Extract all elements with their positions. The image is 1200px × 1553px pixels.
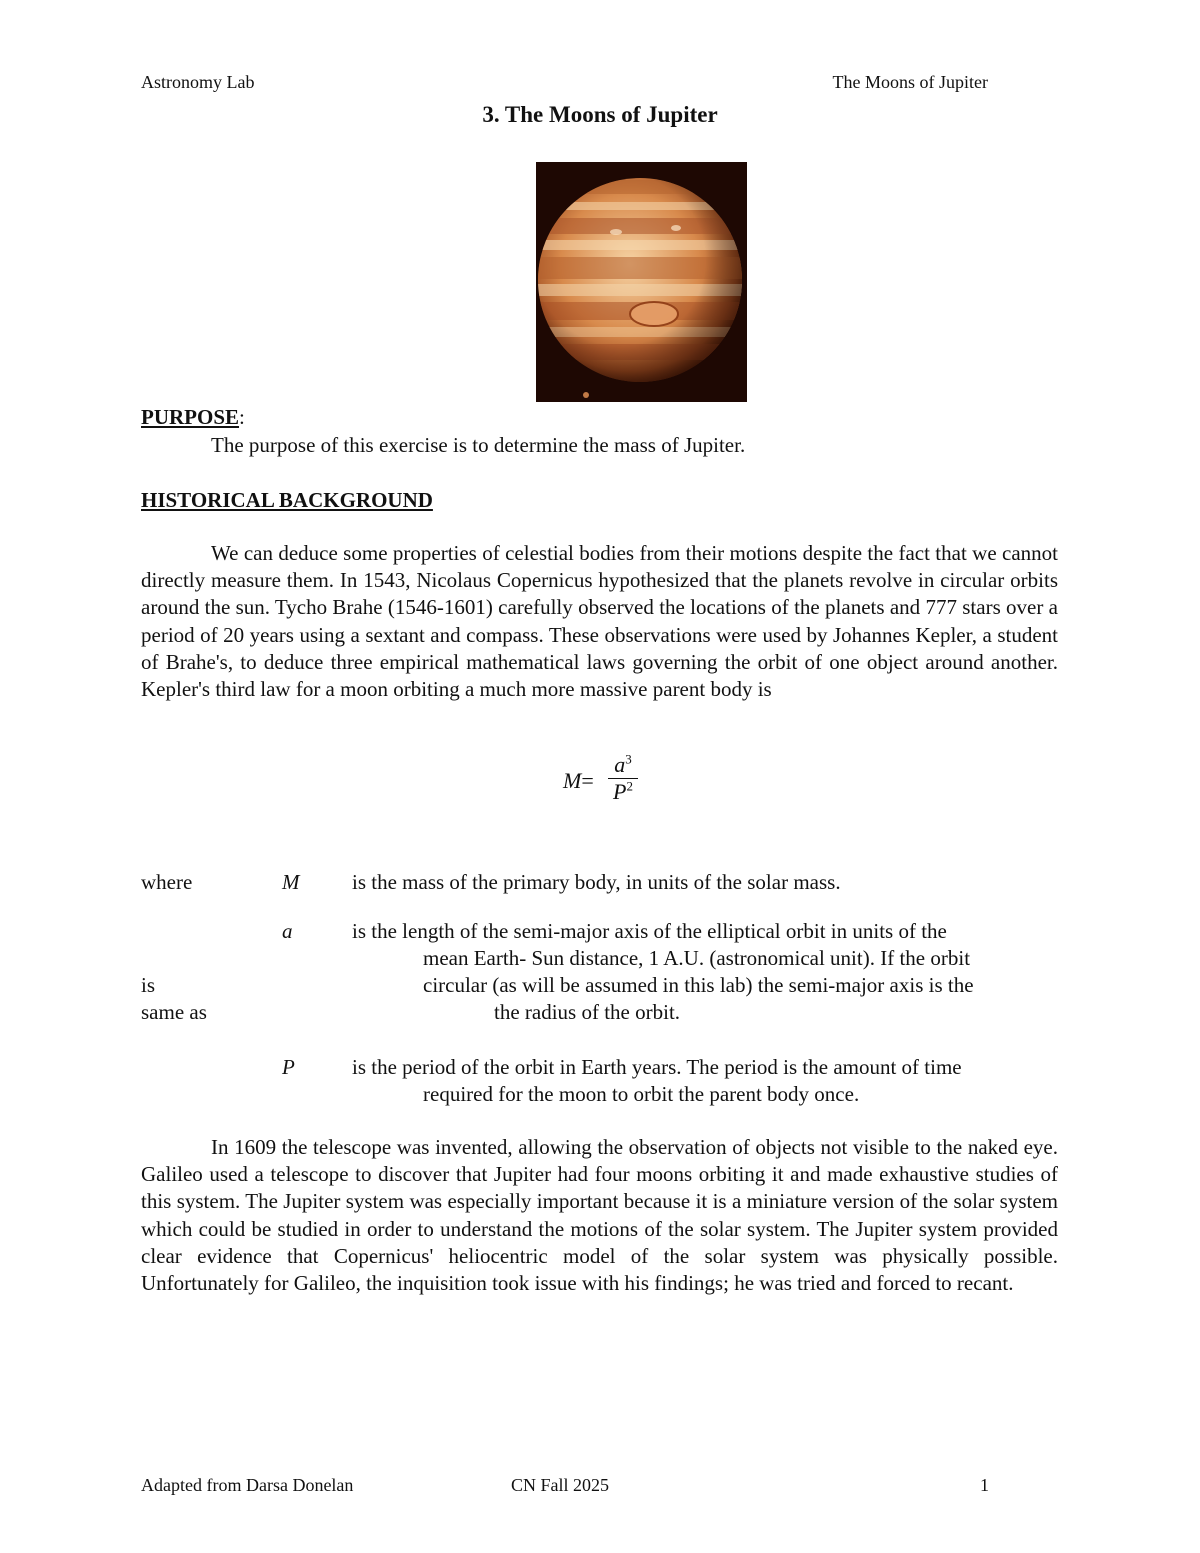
formula-P-exponent: 2 bbox=[626, 778, 633, 794]
definition-a-line-1: is the length of the semi-major axis of the elliptical orbit in units of the bbox=[352, 919, 947, 943]
formula-M: M bbox=[563, 768, 582, 793]
header-topic: The Moons of Jupiter bbox=[832, 72, 988, 92]
formula-numerator bbox=[607, 752, 639, 778]
formula-fraction bbox=[607, 752, 639, 805]
formula-a-exponent: 3 bbox=[625, 751, 632, 767]
symbol-a: a bbox=[282, 919, 293, 943]
header-course: Astronomy Lab bbox=[141, 72, 255, 92]
definition-a-is: is bbox=[141, 973, 156, 997]
background-paragraph-2 bbox=[141, 1134, 1058, 1297]
formula-a: a bbox=[614, 752, 626, 777]
footer-page-number: 1 bbox=[980, 1475, 989, 1495]
symbol-M: M bbox=[282, 870, 300, 894]
page-title: 3. The Moons of Jupiter bbox=[482, 102, 718, 127]
purpose-text: The purpose of this exercise is to determine the mass of Jupiter. bbox=[211, 433, 746, 457]
purpose-heading bbox=[141, 405, 245, 430]
definition-a-line-4: the radius of the orbit. bbox=[494, 1000, 681, 1024]
historical-background-heading: HISTORICAL BACKGROUND bbox=[141, 488, 433, 512]
keplers-third-law-formula bbox=[563, 752, 653, 812]
definition-P-line-1: is the period of the orbit in Earth years. The period is the amount of time bbox=[352, 1055, 962, 1079]
formula-denominator bbox=[607, 779, 639, 805]
background-paragraph-1 bbox=[141, 540, 1058, 703]
symbol-P: P bbox=[282, 1055, 295, 1079]
footer-credit: Adapted from Darsa Donelan bbox=[141, 1475, 354, 1495]
where-label: where bbox=[141, 870, 193, 894]
formula-P: P bbox=[613, 779, 627, 804]
jupiter-planet-icon bbox=[536, 162, 747, 402]
definition-P-line-2: required for the moon to orbit the parent body once. bbox=[423, 1082, 860, 1106]
formula-equals: = bbox=[581, 768, 594, 793]
footer-term: CN Fall 2025 bbox=[511, 1475, 610, 1495]
definition-M: is the mass of the primary body, in units of the solar mass. bbox=[352, 870, 841, 894]
background-paragraph-1-text: We can deduce some properties of celestial bodies from their motions despite the fact that we cannot directly measure them. In 1543, Nicolaus Copernicus hypothesized that the planets revolve in circular orbits around the sun. Tycho Brahe (1546-1601) carefully observed the locations of the planets and 777 stars over a period of 20 years using a sextant and compass. These observations were used by Johannes Kepler, a student of Brahe's, to deduce three empirical mathematical laws governing the orbit of one object around another. Kepler's third law for a moon orbiting a much more massive parent body is bbox=[141, 541, 1058, 702]
background-paragraph-2-text: In 1609 the telescope was invented, allowing the observation of objects not visible to the naked eye. Galileo used a telescope to discover that Jupiter had four moons orbiting it and made exhaustive studies of this system. The Jupiter system was especially important because it is a miniature version of the solar system which could be studied in order to understand the motions of the solar system. The Jupiter system provided clear evidence that Copernicus' heliocentric model of the solar system was physically possible. Unfortunately for Galileo, the inquisition took issue with his findings; he was tried and forced to recant. bbox=[141, 1135, 1058, 1296]
definition-a-line-3: circular (as will be assumed in this lab) the semi-major axis is the bbox=[423, 973, 974, 997]
definition-a-same-as: same as bbox=[141, 1000, 207, 1024]
jupiter-image bbox=[536, 162, 747, 402]
definition-a-line-2: mean Earth- Sun distance, 1 A.U. (astronomical unit). If the orbit bbox=[423, 946, 971, 970]
formula-lhs bbox=[563, 768, 594, 794]
purpose-heading-text: PURPOSE bbox=[141, 405, 240, 429]
purpose-heading-colon: : bbox=[239, 405, 245, 429]
